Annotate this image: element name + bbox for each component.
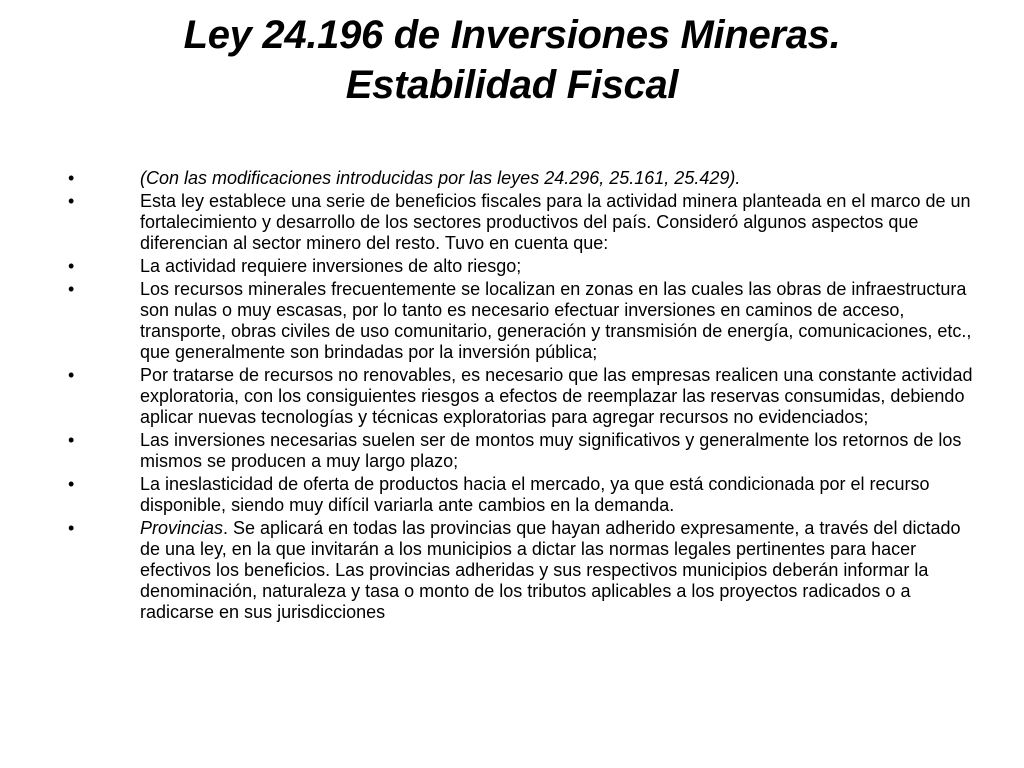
slide-title-line-2: Estabilidad Fiscal bbox=[345, 63, 679, 107]
bullet-dot-icon: • bbox=[68, 191, 75, 211]
bullet-item-high-risk bbox=[68, 256, 978, 277]
bullet-item-infrastructure bbox=[68, 279, 978, 363]
bullet-text: La ineslasticidad de oferta de productos hacia el mercado, ya que está condicionada por el recurso disponible, siendo muy difícil variarla ante cambios en la demanda. bbox=[140, 474, 930, 515]
bullet-text: Por tratarse de recursos no renovables, es necesario que las empresas realicen una constante actividad exploratoria, con los consiguientes riesgos a efectos de reemplazar las reservas consumidas, debiendo aplicar nuevas tecnologías y técnicas exploratorias para agregar recursos no evidenciados; bbox=[140, 365, 973, 427]
bullet-dot-icon: • bbox=[68, 518, 75, 538]
bullet-dot-icon: • bbox=[68, 168, 75, 188]
bullet-italic-text: (Con las modificaciones introducidas por las leyes 24.296, 25.161, 25.429). bbox=[140, 168, 741, 188]
bullet-dot-icon: • bbox=[68, 279, 75, 299]
bullet-dot-icon: • bbox=[68, 256, 75, 276]
bullet-text: La actividad requiere inversiones de alto riesgo; bbox=[140, 256, 522, 276]
bullet-text: Las inversiones necesarias suelen ser de montos muy significativos y generalmente los retornos de los mismos se producen a muy largo plazo; bbox=[140, 430, 962, 471]
slide-title-line-1: Ley 24.196 de Inversiones Mineras. bbox=[183, 13, 841, 57]
slide-title bbox=[0, 10, 1024, 110]
bullet-item-provincias bbox=[68, 518, 978, 623]
bullet-text: Esta ley establece una serie de beneficios fiscales para la actividad minera planteada en el marco de un fortalecimiento y desarrollo de los sectores productivos del país. Consideró algunos aspectos que diferencian al sector minero del resto. Tuvo en cuenta que: bbox=[140, 191, 971, 253]
bullet-dot-icon: • bbox=[68, 365, 75, 385]
bullet-text: Los recursos minerales frecuentemente se localizan en zonas en las cuales las obras de infraestructura son nulas o muy escasas, por lo tanto es necesario efectuar inversiones en caminos de acceso, transporte, obras civiles de uso comunitario, generación y transmisión de energía, comunicaciones, etc., que generalmente son brindadas por la inversión pública; bbox=[140, 279, 972, 362]
bullet-italic-text: Provincias bbox=[140, 518, 224, 538]
bullet-item-non-renewable bbox=[68, 365, 978, 428]
bullet-dot-icon: • bbox=[68, 474, 75, 494]
bullet-dot-icon: • bbox=[68, 430, 75, 450]
bullet-list bbox=[68, 168, 978, 625]
bullet-item-investment-size bbox=[68, 430, 978, 472]
bullet-text: . Se aplicará en todas las provincias que hayan adherido expresamente, a través del dictado de una ley, en la que invitarán a los municipios a dictar las normas legales pertinentes para hacer efectivos los beneficios. Las provincias adheridas y sus respectivos municipios deberán informar la denominación, naturaleza y tasa o monto de los tributos aplicables a los proyectos radicados o a radicarse en sus jurisdicciones bbox=[140, 518, 961, 622]
bullet-item-intro-note bbox=[68, 168, 978, 189]
bullet-item-overview bbox=[68, 191, 978, 254]
bullet-item-inelasticity bbox=[68, 474, 978, 516]
